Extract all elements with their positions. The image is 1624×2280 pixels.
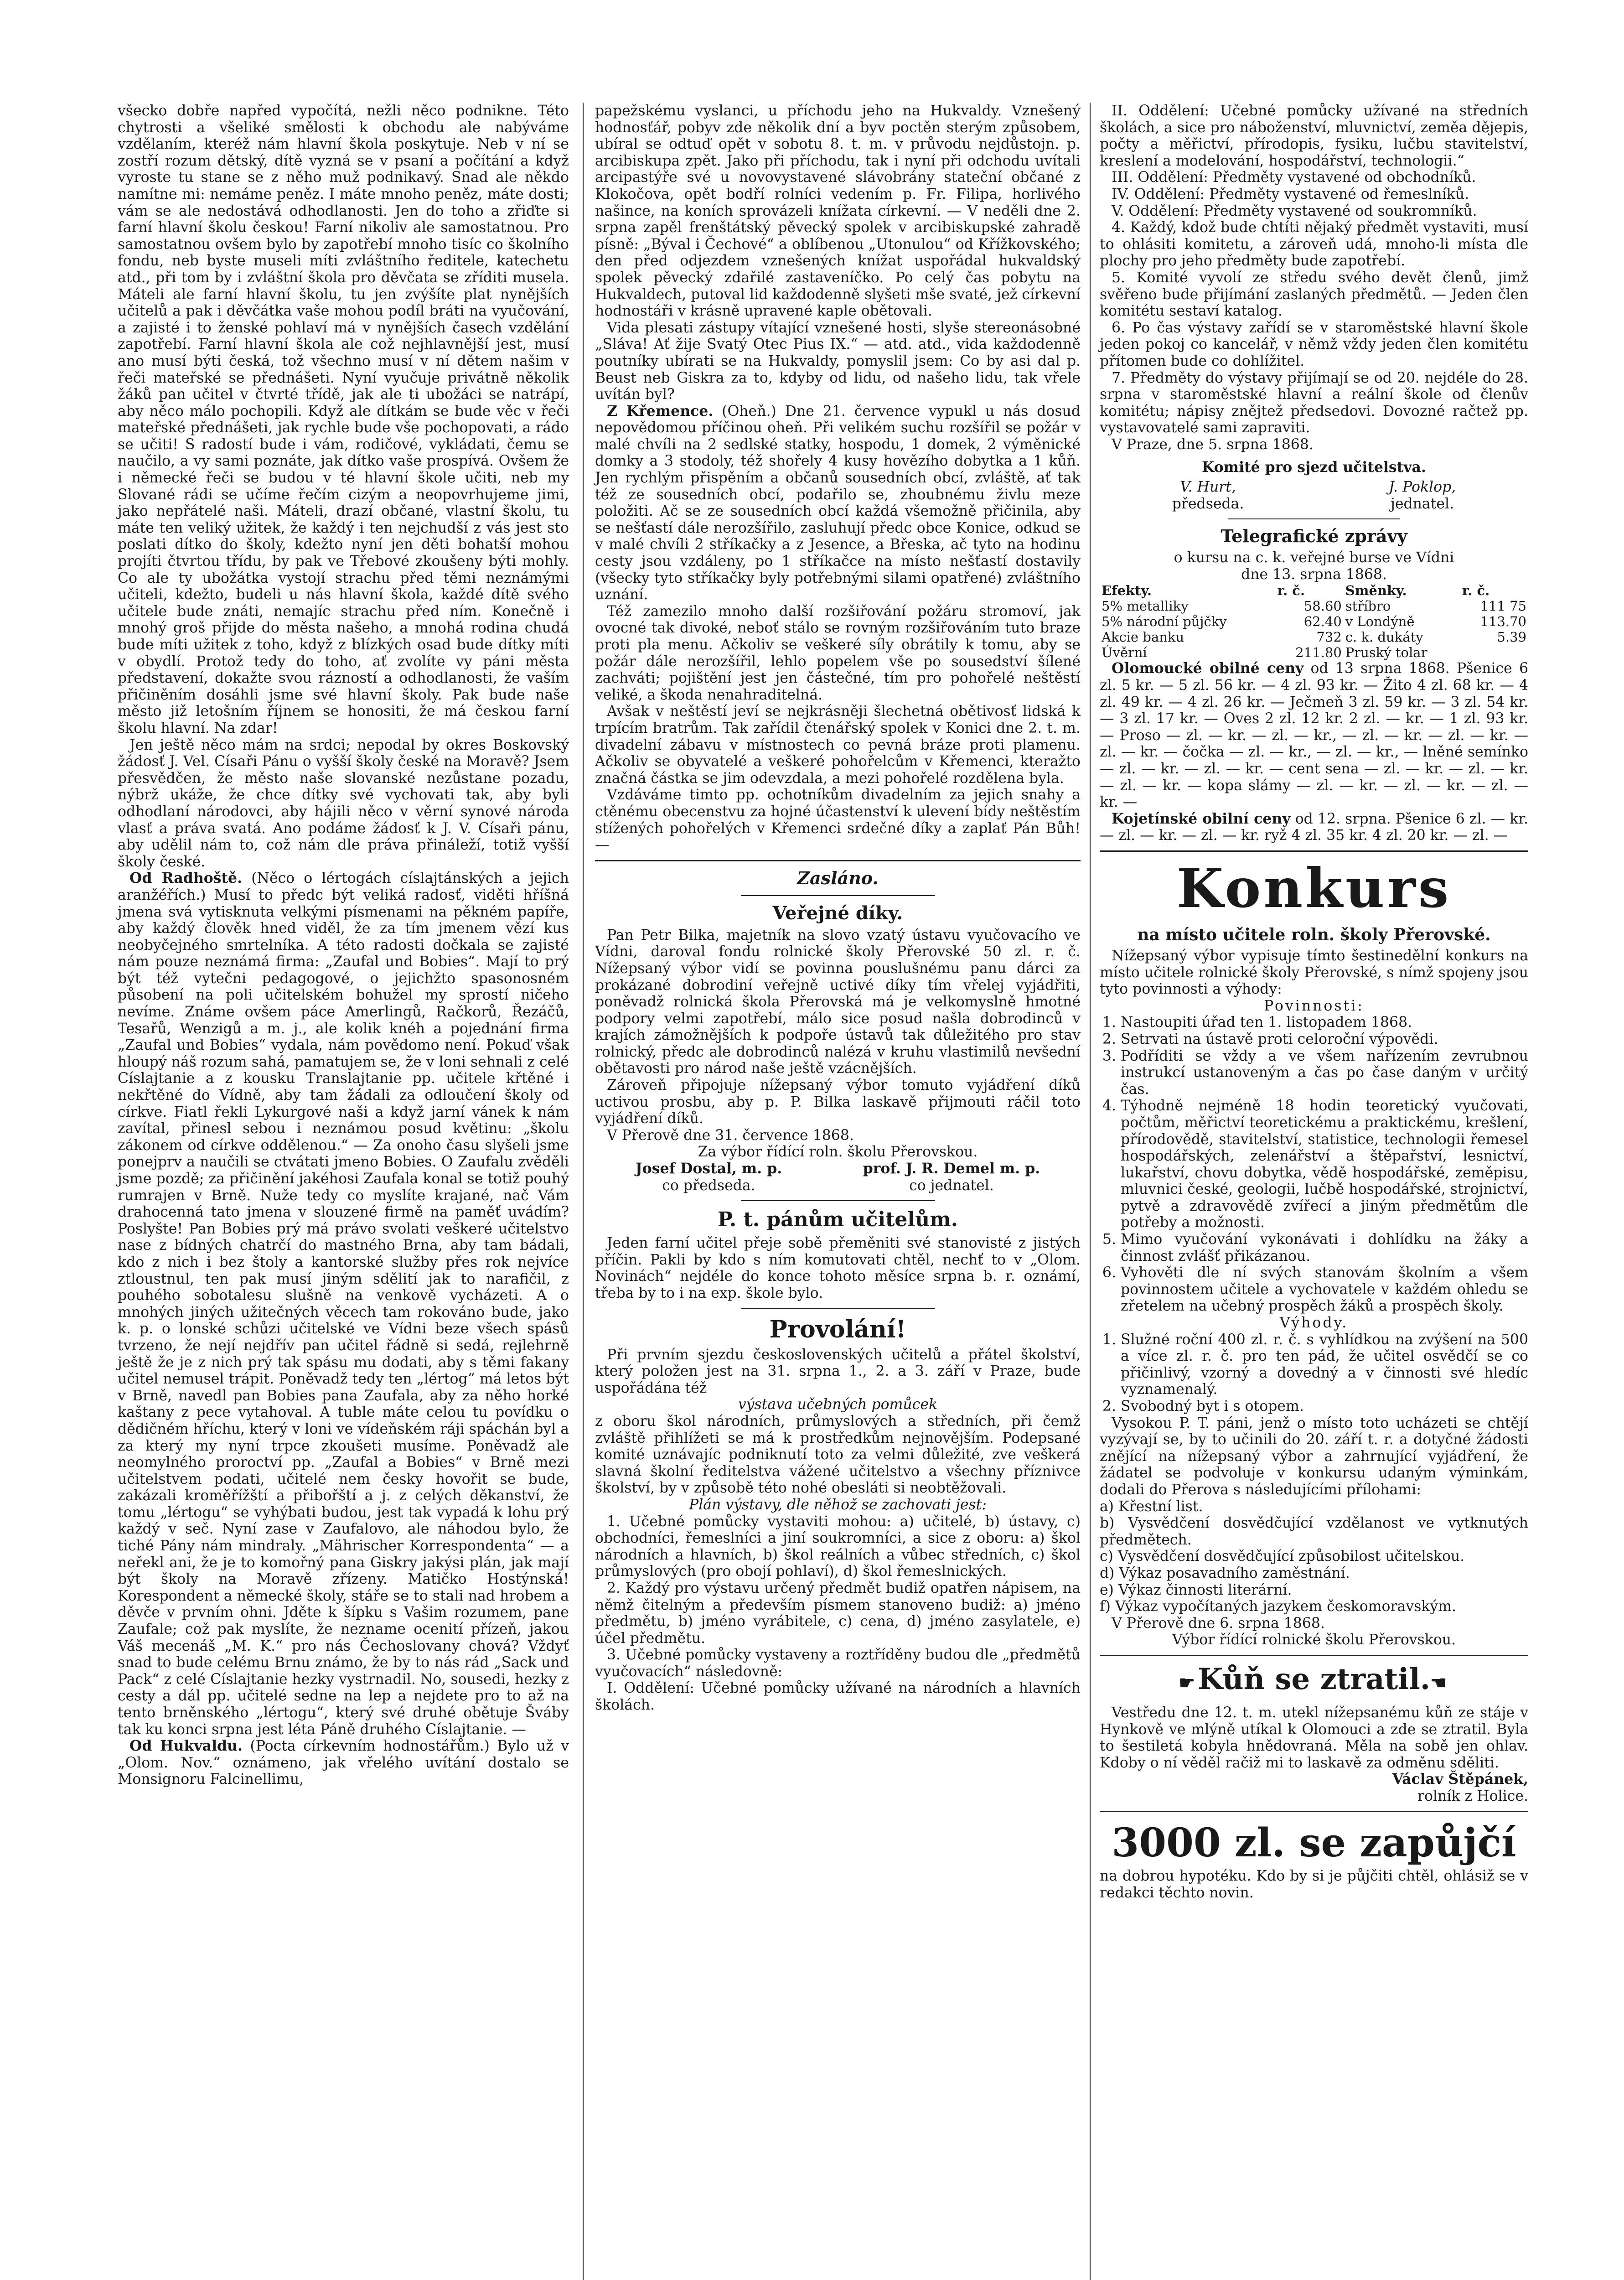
paragraph: Avšak v neštěstí jeví se nejkrásněji šlechetná obětivosť lidská k trpícím bratrům. Tak zařídil čtenářský spolek v Konici dne 2. t. m. divadelní zábavu v místnostech co pevná bráze proti plamenu. Ačkoliv se obyvatelé a veškeré pohořelcům v Křemenci, kteražto značná částka se jim odevzdala, a mezi pohořelé rozdělena byla. xyxy=(595,703,1081,787)
benefits-list xyxy=(1100,1332,1528,1415)
heading-text: Kůň se ztratil. xyxy=(1197,1662,1431,1696)
section-heading: P. t. pánům učitelům. xyxy=(718,1208,958,1232)
table-row xyxy=(1100,614,1528,629)
list-item: 1. Nastoupiti úřad ten 1. listopadem 1868. xyxy=(1121,1014,1528,1031)
table-header: Směnky. xyxy=(1345,583,1407,599)
paragraph: z oboru škol národních, průmyslových a středních, při čemž zvláště přihlížeti se má k prostředkům nejnovějším. Podepsané komité uznávajíc podniknutí toto za velmi důležité, zve veškerá slavná školní ředitelstva vážené učitelstvo a všechny příznivce školství, by v způsobě této nohé obesláti si neobtěžovali. xyxy=(595,1413,1081,1497)
paragraph: 4. Každý, kdož bude chtíti nějaký předmět vystaviti, musí to ohlásiti komitetu, a zároveň udá, mnoho-li místa dle plochy pro jeho předměty bude zapotřebí. xyxy=(1100,219,1528,269)
section-heading: Komité pro sjezd učitelstva. xyxy=(1202,459,1426,476)
divider xyxy=(1100,850,1528,852)
list-item: e) Výkaz činnosti literární. xyxy=(1100,1581,1292,1598)
list-item: 5. Mimo vyučování vykonávati i dohlídku na žáky a činnost zvlášť přikázanou. xyxy=(1121,1231,1528,1264)
column-1 xyxy=(118,103,569,1788)
section-heading: Zasláno. xyxy=(797,867,879,888)
paragraph: IV. Oddělení: Předměty vystavené od řemeslníků. xyxy=(1112,186,1469,202)
table-cell: stříbro xyxy=(1345,598,1391,614)
paragraph: III. Oddělení: Předměty vystavené od obchodníků. xyxy=(1112,169,1476,186)
signatures xyxy=(595,1161,1081,1194)
table-cell: 58.60 xyxy=(1303,598,1342,614)
paragraph: výstava učebných pomůcek xyxy=(738,1396,938,1413)
divider xyxy=(741,1200,935,1201)
divider xyxy=(1100,1811,1528,1812)
section-subheading: (Oheň.) xyxy=(722,403,776,420)
list-item: 2. Svobodný byt i s otopem. xyxy=(1121,1398,1528,1415)
table-cell: 62.40 xyxy=(1303,614,1342,630)
paragraph: dne 13. srpna 1868. xyxy=(1241,566,1387,583)
paragraph: všecko dobře napřed vypočítá, nežli něco podnikne. Této chytrosti a všeliké smělosti k obchodu ale nabýváme vzdělaním, kteréž nám hlavní škola poskytuje. Neb v ní se zostří rozum dětský, dítě vyzná se v psaní a počítání a když vyroste tu stane se z něho muž podnikavý. Snad ale někdo namítne mi: nemáme peněz. I máte mnoho peněz, máte dosti; vám se ale nedostává odhodlanosti. Jen do toho a zřiďte si farní hlavní školu českou! Farní nikoliv ale samostatnou. Pro samostatnou ovšem bylo by zapotřebí mnoho tisíc co školního fondu, neb byste museli míti zvláštního ředitele, katechetu atd., při tom by i zvláštní škola pro děvčata se zříditi musela. Máteli ale farní hlavní školu, tu jen zvýšíte plat nynějších učitelů a pak i děvčátka vaše mohou podíl bráti na vyučování, a zajisté i to ženské pohlaví má v nynějších časech vzdělání zapotřebí. Farní hlavní škola ale což nejhlavnější jest, musí ano musí býti česká, tož všechno musí v ní dětem našim v řeči mateřské se přednášeti. Nyní vyučuje privátně několik žáků pan učitel v čtvrté třídě, jak ale ti ubožáci se natrápí, aby něco málo pochopili. Když ale dítkám se bude věc v řeči mateřské přednášeti, jak rychle bude vše pochopovati, a rádo se učiti! S radostí bude i vám, rodičové, vykládati, čemu se naučilo, a vy sami poznáte, jak dítko vaše prospívá. Ovšem že i německé řeči se budou v té hlavní škole učiti, neb my Slované rádi se učíme řečím cizým a neopovrhujeme jimi, jako nepřátelé naši. Máteli, drazí občané, vlastní školu, tu máte ten veliký užitek, že každý i ten nejchudší z vás jest sto poslati dítko do školy, kdežto nyní jen děti bohatší mohou projíti čtvrtou třídu, by pak ve Třebové zkoušeny býti mohly. Co ale ty ubožátka vystojí strachu před těmi neznámými učiteli, kdežto, budeli u nás hlavní škola, každé dítě svého učitele bude znáti, nemajíc strachu před ním. Konečně i mnohý groš přijde do města našeho, a mnohá rodina chudá bude míti užitek z toho, když z blízkých osad bude dítky míti v obydlí. Protož tedy do toho, ať zvolíte vy páni města představení, dokažte svou rázností a odhodlanosti, že vaším přičiněním dosáhli jsme své hlavní školy. Pak bude naše město již letošním říjnem se honositi, že má českou farní školu hlavní. Na zdar! xyxy=(118,103,569,736)
signature-name: V. Hurt, xyxy=(1180,479,1236,496)
paragraph: V Přerově dne 6. srpna 1868. xyxy=(1112,1615,1325,1632)
paragraph: Za výbor řídící roln. školu Přerovskou. xyxy=(698,1144,978,1161)
divider xyxy=(741,1308,935,1309)
subheading: Povinnosti: xyxy=(1264,997,1364,1014)
section-heading: Od Hukvaldu. xyxy=(129,1737,243,1755)
section-heading: Kojetínské obilní ceny xyxy=(1112,810,1291,827)
paragraph: 6. Po čas výstavy zařídí se v staroměstské hlavní škole jeden pokoj co kancelář, v němž vždy jeden člen komitétu přítomen bude co dohlížitel. xyxy=(1100,319,1528,369)
duties-list xyxy=(1100,1014,1528,1315)
table-row xyxy=(1100,645,1528,660)
signature-role: co jednatel. xyxy=(909,1177,994,1194)
table-row xyxy=(1100,629,1528,645)
paragraph: II. Oddělení: Učebné pomůcky užívané na středních školách, a sice pro náboženství, mluvnictví, zeměa dějepis, počty a měřictví, přírodopis, fysiku, lučbu stavitelství, kreslení a modelování, hospodářství, technologii.“ xyxy=(1100,103,1528,169)
paragraph: V Přerově dne 31. července 1868. xyxy=(607,1127,854,1144)
subheading: Plán výstavy, dle něhož se zachovati jest: xyxy=(689,1496,987,1513)
table-cell xyxy=(1460,645,1528,660)
divider xyxy=(1228,518,1400,519)
konkurs-heading: Konkurs xyxy=(1176,856,1452,920)
column-2 xyxy=(595,103,1081,1714)
section-heading: Provolání! xyxy=(769,1315,906,1343)
paragraph: I. Oddělení: Učebné pomůcky užívané na národních a hlavních školách. xyxy=(595,1680,1081,1714)
paragraph: V. Oddělení: Předměty vystavené od soukromníků. xyxy=(1112,202,1477,219)
table-cell: 211.80 xyxy=(1295,645,1342,661)
signature-role: rolník z Holice. xyxy=(1417,1788,1528,1804)
table-cell: Akcie banku xyxy=(1102,629,1184,645)
paragraph: od 13 srpna 1868. Pšenice 6 zl. 5 kr. — 5 zl. 56 kr. — 4 zl. 93 kr. — Žito 4 zl. 68 kr. — 4 zl. 49 kr. — 4 zl. 26 kr. — Ječmeň 3 zl. 59 kr. — 3 zl. 54 kr. — 3 zl. 17 kr. — Oves 2 zl. 12 kr. 2 zl. — kr. — 1 zl. 93 kr. — Proso — zl. — kr. — zl. — kr., — zl. — kr. — zl. — kr. — zl. — kr. — čočka — zl. — kr., — zl. — kr., — lněné semínko — zl. — kr. — zl. — kr. — cent sena — zl. — kr. — zl. — kr. — zl. — kr. — kopa slámy — zl. — kr. — zl. — kr. — zl. — kr. — xyxy=(1100,660,1528,811)
exchange-table xyxy=(1100,583,1528,660)
paragraph: od 12. srpna. Pšenice 6 zl. — kr. — zl. — kr. — zl. — kr. ryž 4 zl. 35 kr. 4 zl. 20 kr. — zl. — xyxy=(1100,810,1528,844)
table-cell: 732 xyxy=(1316,629,1342,645)
paragraph: 5. Komité vyvolí ze středu svého devět členů, jimž svěřeno bude přijímání zaslaných předmětů. — Jeden člen komitétu sestaví katalog. xyxy=(1100,269,1528,320)
paragraph: Též zamezilo mnoho další rozšiřování požáru stromoví, jak ovocné tak divoké, neboť stálo se rovným rozšiřováním tuto braze proti pla menu. Ačkoliv se veškeré síly obrátily k tomu, aby se požár dále nerozšířil, lehlo popelem vše po sousedství šílené zachváti; pojištění jest jen částečné, tím pro pohořelé neštěstí veliké, a škoda nenahraditelná. xyxy=(595,603,1081,703)
paragraph: Dne 21. července vypukl u nás dosud nepovědomou příčinou oheň. Při velikém suchu rozšířil se požár v malé chvíli na 2 sedlské statky, hospodu, 1 domek, 2 výměnické domky a 3 stodoly, též shořely 4 kusy hovězího dobytka a 1 kůň. Jen rychlým přispěním a občanů sousedních obcí, zvláště, ať tak též ze sousedních obcí, podařilo se, zhoubnému živlu meze položiti. Ač se ze sousedních obcí každá všemožně přičinila, aby se nešťastí dále nerozšířilo, zasluhují předc obce Konice, odkud se v malé chvíli 2 stříkačky a z Jesence, a Břeska, ač tyto na hodinu cesty jsou vzdáleny, po 1 stříkačce na místo nešťastí dostavily (všecky tyto stříkačky byly potřebnými silami opatřené) zvláštního uznání. xyxy=(595,403,1081,603)
signature-name: prof. J. R. Demel m. p. xyxy=(863,1160,1040,1177)
table-cell: 5.39 xyxy=(1497,629,1526,645)
table-header: r. č. xyxy=(1462,583,1490,599)
section-heading: Veřejné díky. xyxy=(772,902,903,924)
list-item: b) Vysvědčení dosvědčující vzdělanost ve vytknutých předmětech. xyxy=(1100,1515,1528,1548)
divider xyxy=(595,860,1081,861)
paragraph: o kursu na c. k. veřejné burse ve Vídni xyxy=(1174,549,1454,566)
signature-role: co předseda. xyxy=(662,1177,755,1194)
paragraph: 3. Učebné pomůcky vystaveny a roztříděny budou dle „předmětů vyučovacích“ následovně: xyxy=(595,1647,1081,1680)
table-cell: 5% metalliky xyxy=(1102,598,1189,614)
list-item: 2. Setrvati na ústavě proti celoroční výpovědi. xyxy=(1121,1031,1528,1048)
section-subheading: na místo učitele roln. školy Přerovské. xyxy=(1137,925,1491,944)
lost-horse-heading xyxy=(1100,1663,1528,1700)
column-3 xyxy=(1100,103,1528,1902)
paragraph: na dobrou hypotéku. Kdo by si je půjčiti chtěl, ohlásiž se v redakci těchto novin. xyxy=(1100,1868,1528,1902)
paragraph: V Praze, dne 5. srpna 1868. xyxy=(1112,436,1314,453)
signatures xyxy=(1100,479,1528,512)
table-cell: 5% národní půjčky xyxy=(1102,614,1227,630)
paragraph: 1. Učebné pomůcky vystaviti mohou: a) učitelé, b) ústavy, c) obchodníci, řemeslníci a jiní soukromníci, a sice z oboru: a) škol národních a hlavních, b) škol reálních a vůbec středních, c) škol průmyslových (pro obojí pohlaví), d) škol řemeslnických. xyxy=(595,1513,1081,1580)
paragraph: (Pocta církevním hodnostářům.) Bylo už v „Olom. Nov.“ oznámeno, jak vřelého uvítání dostalo se Monsignoru Falcinellimu, xyxy=(118,1738,569,1788)
signature-role: jednatel. xyxy=(1391,495,1454,512)
pointing-hand-icon: ☚ xyxy=(1430,1672,1447,1694)
divider xyxy=(1100,1655,1528,1656)
table-cell: 111 75 xyxy=(1480,598,1526,614)
list-item: 4. Týhodně nejméně 18 hodin teoretický vyučovati, počtům, měřictví teoretickému a praktickému, krešlení, přírodovědě, stavitelství, statistice, technologii řemesel hospodářských, zelenářství a štěpařství, lesnictví, lukařství, chovu dobytka, vědě hospodářské, zeměpisu, mluvnici české, geologii, lučbě hospodářské, strojnictví, pytvě a zdravovědě zvířecí a jiným předmětům dle potřeby a možnosti. xyxy=(1121,1098,1528,1231)
paragraph: Jen ještě něco mám na srdci; nepodal by okres Boskovský žádosť J. Vel. Císaři Pánu o vyšší školy české na Moravě? Jsem přesvědčen, že město naše slovanské nezůstane pozadu, nýbrž ukáže, že chce dítky své vychovati tak, aby byli odhodlaní národovci, aby hájili něco v věrní synové národa vlasť a práva svatá. Ano podáme žádosť k J. V. Císaři pánu, aby udělil nám to, což nám dle práva přináleží, totiž vyšší školy české. xyxy=(118,736,569,870)
paragraph: 7. Předměty do výstavy přijímají se od 20. nejdéle do 28. srpna v staroměstské hlavní a reální škole od členův komitétu; nápisy znějtež předsedovi. Dovozné račtež pp. vystavovatelé sami zapraviti. xyxy=(1100,369,1528,436)
divider xyxy=(741,895,935,896)
paragraph: Vestředu dne 12. t. m. utekl nížepsanému kůň ze stáje v Hynkově ve mlýně utíkal k Olomouci a zde se ztratil. Byla to šestiletá kobyla hnědovraná. Měla na sobě jen ohlav. Kdoby o ní věděl račiž mi to laskavě za odměnu sděliti. xyxy=(1100,1704,1528,1771)
list-item: f) Výkaz vypočítaných jazykem českomoravským. xyxy=(1100,1598,1457,1615)
paragraph: Výbor řídící rolnické školu Přerovskou. xyxy=(1172,1632,1456,1648)
signature-name: Václav Štěpánek, xyxy=(1392,1771,1528,1788)
signature-name: J. Poklop, xyxy=(1388,479,1456,496)
paragraph: Vida plesati zástupy vítající vznešené hosti, slyše stereonásobné „Sláva! Ať žije Svatý Otec Pius IX.“ — atd. atd., vida každodenně poutníky ubírati se na Hukvaldy, pomyslil jsem: Co by asi dal p. Beust neb Giskra za to, kdyby od lidu, od našeho lidu, tak vřele uvítán byl? xyxy=(595,319,1081,403)
paragraph: Při prvním sjezdu československých učitelů a přátel školství, který položen jest na 31. srpna 1., 2. a 3. září v Praze, bude uspořádána též xyxy=(595,1346,1081,1396)
list-item: 3. Podříditi se vždy a ve všem nařízením zevrubnou instrukcí ustanoveným a čas po čase daným v určitý čas. xyxy=(1121,1048,1528,1098)
section-heading: Telegrafické zprávy xyxy=(1221,526,1407,547)
paragraph: Pan Petr Bilka, majetník na slovo vzatý ústavu vyučovacího ve Vídni, daroval fondu rolnické školy Přerovské 50 zl. r. č. Nížepsaný výbor vidí se povinna pouslušnému panu dárci za prokázané dobrodiní veřejně uctivé díky tím vřelej vyjádřiti, poněvadž rolnická škola Přerovská má je velkomyslně hmotné podpory velmi zapotřebí, málo sice posud našla dobrodinců v krajích zámožnějších k podpoře ústavů tak důležitého pro stav rolnický, předc ale dobrodinců nalézá v kruhu vlastimilů nevšední obětavosti pro národ naše ještě vzácnějších. xyxy=(595,927,1081,1077)
loan-heading: 3000 zl. se zapůjčí xyxy=(1112,1820,1516,1866)
paragraph: Nížepsaný výbor vypisuje tímto šestinedělní konkurs na místo učitele rolnické školy Přerovské, s nímž spojeny jsou tyto povinnosti a výhody: xyxy=(1100,947,1528,998)
table-row xyxy=(1100,598,1528,614)
paragraph: Jeden farní učitel přeje sobě přeměniti své stanovisté z jistých příčin. Pakli by kdo s ním komutovati chtěl, nechť to v „Olom. Novinách“ nejdéle do konce tohoto měsíce srpna b. r. oznámí, třeba by to i na exp. škole bylo. xyxy=(595,1235,1081,1301)
table-cell: 113.70 xyxy=(1480,614,1526,630)
table-header: Efekty. xyxy=(1102,583,1152,599)
paragraph: Vzdáváme timto pp. ochotníkům divadelním za jejich snahy a ctěnému obecenstvu za hojné účastenství k ulevení bídy neštěstím stížených pohořelých v Křemenci srdečné díky a zaplať Pán Bůh! — xyxy=(595,787,1081,854)
section-heading: Z Křemence. xyxy=(607,402,714,420)
signature-name: Josef Dostal, m. p. xyxy=(635,1160,782,1177)
list-item: 1. Služné roční 400 zl. r. č. s vyhlídkou na zvýšení na 500 a více zl. r. č. pro ten pád, že učitel osvědčí se co přičinlivý, vzorný a dovedný a v činnosti své hledíc vyznamenalý. xyxy=(1121,1332,1528,1398)
pointing-hand-icon: ☛ xyxy=(1179,1672,1195,1694)
paragraph: 2. Každý pro výstavu určený předmět budiž opatřen nápisem, na němž čitelným a především písmem stanoveno budiž: a) jméno předmětu, b) jméno vyrábitele, c) cena, d) jméno zasylatele, e) účel předmětu. xyxy=(595,1580,1081,1647)
table-cell: c. k. dukáty xyxy=(1345,629,1423,645)
column-divider xyxy=(583,103,584,2280)
column-divider xyxy=(1090,103,1091,2280)
subheading: Výhody. xyxy=(1279,1315,1349,1332)
paragraph: (Něco o lértogách císlajtánských a jejich aranžéřích.) Musí to předc být veliká radosť, viděti hříšná jmena svá vytisknuta velkými písmenami na pěkném papíře, aby každý člověk hned viděl, že za tím jmenem vězí kus neobyčejného smrtelníka. A této radosti dočkala se zajisté nám pouze neznámá firma: „Zaufal und Bobies“. Mají to prý být též vytečni pedagogové, o jejichžto spasonosném působení na poli učitelském bohužel my sprostí ničeho nevíme. Známe ovšem páce Amerlingů, Račkorů, Řezáčů, Tesařů, Wenzigů a m. j., ale kolik knéh a pojednání firma „Zaufal und Bobies“ vydala, nám povědomo není. Pokuď však hloupý náš rozum sahá, pamatujem se, že v loni sehnali z celé Císlajtanie a z kousku Translajtanie pp. učitele křtěné i nekřtěné do Vídně, aby tam žádali za odloučení školy od církve. Fiatl řekli Lykurgové naši a když jarní vánek k nám zavítal, přinesl sebou i neznámou posud květinu: „školu zákonem od církve oddělenou.“ — Za onoho času slyšeli jsme ponejprv a naučili se ctvátati jmeno Bobies. O Zaufalu zvěděli jsme pozdě; za přičinění jakéhosi Zaufala konal se totiž pouhý rumrajen v Brně. Nuže tedy co myslíte krajané, nač Vám drahocenná tato jmena v slouzené firmě na paměť uvádím? Poslyšte! Pan Bobies prý má právo svolati veškeré učitelstvo nase z bídných chatrčí do mastného Brna, aby tam bádali, kdo z nich i bez štoly a kantorské služby přes rok nejvíce ztloustnul, ten pak musí jiným sdělití jak to narafičil, z pouhého sobotalesu slušně na venkově vycházeti. A o mnohých jiných užitečných věcech tam rokováno bude, jako k. p. o lonské schůzi učitelské ve Vídni beze všech spásů tvrzeno, že nejí nejdřív pan učitel řádně si sedá, rejlehrně ještě že je z nich prý tak spásu mu dodati, aby s těmi fakany učitel nemusel trápit. Poněvadž tedy ten „lértog“ má letos být v Brně, navedl pan Bobies pana Zaufala, aby za něho horké kaštany z pece vytahoval. A tuble máte celou tu povídku o dědičném hříchu, který v loni ve vídeňském ráji spáchán byl a za který my nyní trpce zkoušeti musíme. Poněvadž ale neomylného proroctví pp. „Zaufal a Bobies“ v Brně mezi učitelstvem podati, učitelé nem česky hovořit se bude, zakázali kroměřížští a přibořští a j. z celých děkanství, že tomu „lértogu“ se vyhýbati budou, jest tak vypadá k lohu prý každý v seč. Nyní zase v Zaufalovo, ale náhodou bylo, že tiché Pány nám mindraly. „Mährischer Korrespondenta“ — a neřekl ani, že je to komořný pana Giskry jakýsi plán, jak mají být školy na Moravě zřízeny. Matičko Hostýnská! Korespondent a německé školy, stáře se to stali nad hrobem a děvče v prvním ohni. Jděte k šípku s Vašim rozumem, pane Zaufale; což pak myslíte, že nezname ocenití přízeň, jakou Váš mecenáš „M. K.“ pro nás Čechoslovany chová? Vždyť snad to bude celému Brnu známo, že by to nás rád „Sack und Pack“ z celé Císlajtanie hezky vystrnadil. No, sousedi, hezky z cesty a dál pp. učitelé sedne na lep a nejdete pro to až na tento brněnského „lértogu“, který své druhé obětuje Šváby tak ku konci srpna jest léta Páně druhého Císlajtanie. — xyxy=(118,870,569,1738)
list-item: a) Křestní list. xyxy=(1100,1498,1203,1515)
table-cell: Pruský tolar xyxy=(1345,645,1427,661)
list-item: c) Vysvědčení dosvědčující způsobilost učitelskou. xyxy=(1100,1548,1465,1565)
table-header: r. č. xyxy=(1277,583,1305,599)
table-cell: v Londýně xyxy=(1345,614,1415,630)
list-item: d) Výkaz posavadního zaměstnání. xyxy=(1100,1565,1350,1581)
paragraph: papežskému vyslanci, u příchodu jeho na Hukvaldy. Vznešený hodnosťář, pobyv zde několik dní a byv poctěn sterým způsobem, ubíral se odtuď opět v sobotu 8. t. m. v průvodu nejdůstojn. p. arcibiskupa zpět. Jako při příchodu, tak i nyní při odchodu uvítali arcipastýře své u novovystavené slávobrány stateční občané z Klokočova, opět bodří rolníci vedením p. Fr. Filipa, horlivého našince, na koních sprovázeli knížata církevní. — V neděli dne 2. srpna zapěl frenštátský pěvecký spolek v arcibiskupské zahradě písně: „Býval i Čechové“ a oblíbenou „Utonulou“ od Křížkovského; den před odjezdem vznešených knížat uspořádal hukvaldský spolek pěvecký zdařilé zastaveníčko. Po celý čas pobytu na Hukvaldech, putoval lid každodenně slyšeti mše svaté, jež církevní hodnostáři v krásně upravené kaple obětovali. xyxy=(595,103,1081,320)
paragraph: Zároveň připojuje nížepsaný výbor tomuto vyjádření díků uctivou prosbu, aby p. P. Bilka laskavě přijmouti ráčil toto vyjádření díků. xyxy=(595,1077,1081,1127)
paragraph: Vysokou P. T. páni, jenž o místo toto ucházeti se chtějí vyzývají se, by to učinili do 20. září t. r. a dotyčné žádosti znějící na nížepsaný výbor a zahrnující vyjádření, že žádatel se podvoluje v konkursu udaným výminkám, dodali do Přerova s následujícími přílohami: xyxy=(1100,1415,1528,1498)
section-heading: Od Radhoště. xyxy=(129,870,243,887)
section-heading: Olomoucké obilné ceny xyxy=(1112,660,1304,677)
list-item: 6. Vyhověti dle ní svých stanovám školním a všem povinnostem učitele a vychovatele v každém ohledu se zřetelem na učebný prospěch žáků a prospěch školy. xyxy=(1121,1264,1528,1315)
signature-role: předseda. xyxy=(1172,495,1244,512)
table-cell: Úvěrní xyxy=(1102,645,1147,661)
